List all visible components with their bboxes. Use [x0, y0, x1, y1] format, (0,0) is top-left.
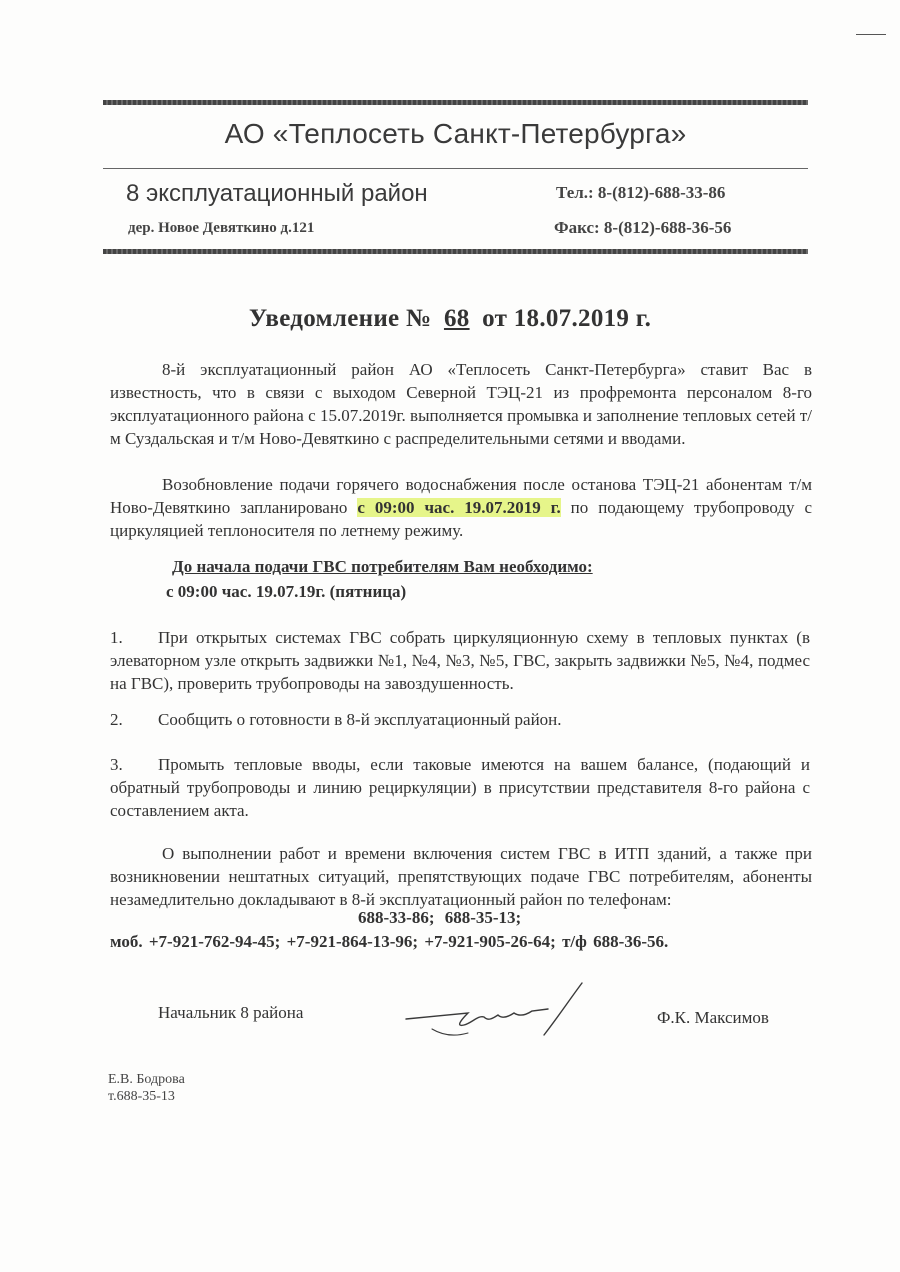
requirements-heading: До начала подачи ГВС потребителям Вам необходимо: — [172, 557, 593, 576]
requirement-item-3 — [110, 753, 810, 822]
requirement-item-2-text: Сообщить о готовности в 8-й эксплуатационный район. — [158, 710, 562, 729]
requirement-item-1-number: 1. — [110, 628, 123, 647]
closing-paragraph-text: О выполнении работ и времени включения систем ГВС в ИТП зданий, а также при возникновении нештатных ситуаций, препятствующих подаче ГВС потребителям, абоненты незамедлительно докладывают в 8-й эксплуатационный район по телефонам: — [110, 844, 812, 909]
notice-title — [0, 305, 900, 333]
requirement-item-3-text: Промыть тепловые вводы, если таковые имеются на вашем балансе, (подающий и обратный трубопроводы и линию рециркуляции) в присутствии представителя 8-го района с составлением акта. — [110, 755, 810, 820]
executor-name: Е.В. Бодрова — [108, 1072, 185, 1087]
district-phone: Тел.: 8-(812)-688-33-86 — [556, 183, 726, 202]
notice-title-suffix: от 18.07.2019 г. — [482, 305, 652, 332]
requirement-item-1-text: При открытых системах ГВС собрать циркуляционную схему в тепловых пунктах (в элеваторном узле открыть задвижки №1, №4, №3, №5, ГВС, закрыть задвижки №5, №4, подмес на ГВС), проверить трубопроводы на завоздушенность. — [110, 628, 810, 693]
district-address: дер. Новое Девяткино д.121 — [128, 220, 315, 236]
body-paragraph-2-end: по подающему трубопроводу с циркуляцией теплоносителя по летнему режиму. — [110, 498, 813, 540]
organization-title: АО «Теплосеть Санкт-Петербурга» — [224, 118, 687, 149]
requirement-item-1 — [110, 626, 810, 695]
body-paragraph-2-start: Возобновление подачи горячего водоснабжения после останова ТЭЦ-21 абонентам т/м Ново-Девяткино запланировано — [110, 475, 812, 517]
closing-paragraph — [110, 842, 812, 911]
contact-phones: 688-33-86; 688-35-13; — [358, 908, 522, 927]
notice-title-prefix: Уведомление № — [248, 305, 432, 332]
header-bottom-rule — [103, 249, 808, 254]
notice-number: 68 — [443, 305, 470, 332]
header-middle-rule — [103, 168, 808, 169]
requirement-item-3-number: 3. — [110, 755, 123, 774]
handwritten-signature — [398, 975, 598, 1055]
contact-mobiles: моб. +7-921-762-94-45; +7-921-864-13-96; +7-921-905-26-64; т/ф 688-36-56. — [110, 932, 669, 951]
district-fax: Факс: 8-(812)-688-36-56 — [554, 218, 732, 237]
requirement-item-2 — [110, 708, 810, 731]
highlighted-start-time: с 09:00 час. 19.07.2019 г. — [357, 498, 561, 517]
requirement-item-2-number: 2. — [110, 710, 123, 729]
body-paragraph-1 — [110, 358, 812, 450]
header-top-rule — [103, 100, 808, 105]
corner-mark — [856, 34, 886, 35]
district-name: 8 эксплуатационный район — [126, 180, 428, 207]
signatory-position: Начальник 8 района — [158, 1003, 304, 1022]
requirements-date: с 09:00 час. 19.07.19г. (пятница) — [166, 582, 407, 601]
executor-phone: т.688-35-13 — [108, 1089, 175, 1104]
body-paragraph-1-text: 8-й эксплуатационный район АО «Теплосеть Санкт-Петербурга» ставит Вас в известность, что в связи с выходом Северной ТЭЦ-21 из профремонта персоналом 8-го эксплуатационного района с 15.07.2019г. выполняется промывка и заполнение тепловых сетей т/м Суздальская и т/м Ново-Девяткино с распределительными сетями и вводами. — [110, 360, 812, 448]
signatory-name: Ф.К. Максимов — [657, 1008, 769, 1027]
body-paragraph-2 — [110, 473, 812, 542]
